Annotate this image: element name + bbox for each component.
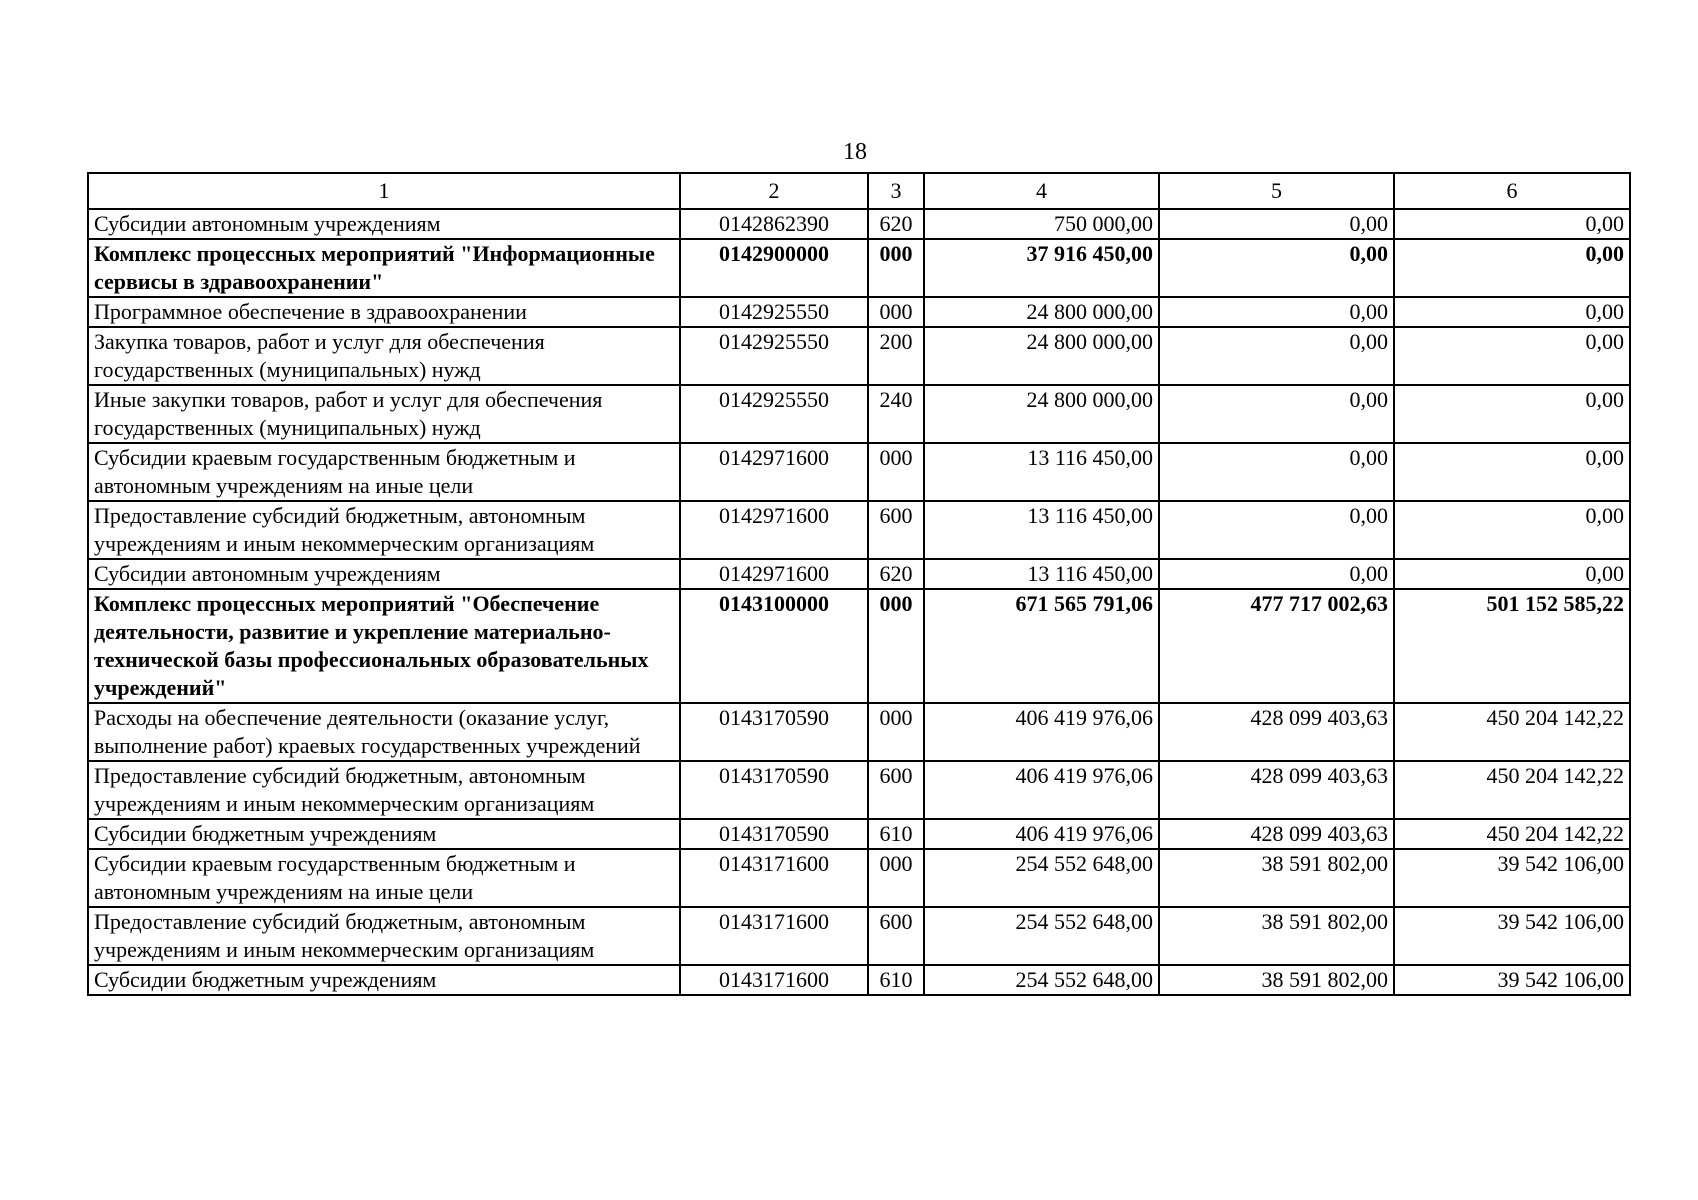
- row-value-cell-5: 0,00: [1159, 559, 1394, 589]
- row-value-cell-4: 13 116 450,00: [924, 501, 1159, 559]
- row-value-cell-6: 0,00: [1394, 239, 1630, 297]
- row-value-cell-4: 406 419 976,06: [924, 761, 1159, 819]
- row-name-cell: Субсидии автономным учреждениям: [88, 209, 680, 239]
- table-header-row: [88, 173, 1630, 209]
- table-row: [88, 239, 1630, 297]
- row-value-cell-5: 0,00: [1159, 209, 1394, 239]
- row-code-cell: 0142925550: [680, 385, 868, 443]
- row-type-cell: 610: [868, 819, 924, 849]
- row-value-cell-6: 39 542 106,00: [1394, 965, 1630, 995]
- row-value-cell-4: 406 419 976,06: [924, 703, 1159, 761]
- table-row: [88, 297, 1630, 327]
- row-type-cell: 610: [868, 965, 924, 995]
- row-code-cell: 0143171600: [680, 965, 868, 995]
- table-row: [88, 907, 1630, 965]
- row-value-cell-5: 428 099 403,63: [1159, 703, 1394, 761]
- row-name-cell: Предоставление субсидий бюджетным, автономным учреждениям и иным некоммерческим организациям: [88, 501, 680, 559]
- row-name-cell: Предоставление субсидий бюджетным, автономным учреждениям и иным некоммерческим организациям: [88, 761, 680, 819]
- row-code-cell: 0142971600: [680, 443, 868, 501]
- table-row: [88, 501, 1630, 559]
- budget-table: [87, 172, 1631, 996]
- row-type-cell: 000: [868, 849, 924, 907]
- column-header: 6: [1394, 173, 1630, 209]
- table-body: [88, 209, 1630, 995]
- row-name-cell: Субсидии бюджетным учреждениям: [88, 819, 680, 849]
- row-value-cell-4: 13 116 450,00: [924, 559, 1159, 589]
- row-value-cell-6: 501 152 585,22: [1394, 589, 1630, 703]
- table-row: [88, 703, 1630, 761]
- row-type-cell: 600: [868, 761, 924, 819]
- column-header: 5: [1159, 173, 1394, 209]
- row-code-cell: 0143171600: [680, 849, 868, 907]
- row-value-cell-4: 37 916 450,00: [924, 239, 1159, 297]
- row-code-cell: 0143171600: [680, 907, 868, 965]
- row-value-cell-6: 450 204 142,22: [1394, 819, 1630, 849]
- row-code-cell: 0142971600: [680, 501, 868, 559]
- row-value-cell-6: 450 204 142,22: [1394, 761, 1630, 819]
- table-row: [88, 761, 1630, 819]
- row-code-cell: 0142925550: [680, 327, 868, 385]
- row-value-cell-6: 0,00: [1394, 443, 1630, 501]
- row-value-cell-5: 0,00: [1159, 327, 1394, 385]
- row-value-cell-5: 428 099 403,63: [1159, 761, 1394, 819]
- column-header: 1: [88, 173, 680, 209]
- table-row: [88, 965, 1630, 995]
- row-value-cell-6: 0,00: [1394, 385, 1630, 443]
- row-value-cell-5: 0,00: [1159, 443, 1394, 501]
- row-type-cell: 240: [868, 385, 924, 443]
- row-name-cell: Программное обеспечение в здравоохранении: [88, 297, 680, 327]
- row-value-cell-4: 24 800 000,00: [924, 297, 1159, 327]
- row-value-cell-4: 750 000,00: [924, 209, 1159, 239]
- row-value-cell-5: 38 591 802,00: [1159, 849, 1394, 907]
- row-type-cell: 620: [868, 559, 924, 589]
- row-name-cell: Закупка товаров, работ и услуг для обеспечения государственных (муниципальных) нужд: [88, 327, 680, 385]
- table-row: [88, 209, 1630, 239]
- row-name-cell: Субсидии бюджетным учреждениям: [88, 965, 680, 995]
- row-value-cell-4: 13 116 450,00: [924, 443, 1159, 501]
- row-value-cell-5: 0,00: [1159, 501, 1394, 559]
- row-type-cell: 000: [868, 297, 924, 327]
- table-row: [88, 819, 1630, 849]
- row-value-cell-4: 406 419 976,06: [924, 819, 1159, 849]
- table-row: [88, 589, 1630, 703]
- row-type-cell: 000: [868, 589, 924, 703]
- row-value-cell-4: 24 800 000,00: [924, 385, 1159, 443]
- table-row: [88, 559, 1630, 589]
- row-name-cell: Комплекс процессных мероприятий "Информационные сервисы в здравоохранении": [88, 239, 680, 297]
- table-row: [88, 849, 1630, 907]
- row-value-cell-4: 671 565 791,06: [924, 589, 1159, 703]
- column-header: 4: [924, 173, 1159, 209]
- row-value-cell-5: 0,00: [1159, 239, 1394, 297]
- row-type-cell: 600: [868, 501, 924, 559]
- row-value-cell-6: 0,00: [1394, 297, 1630, 327]
- row-value-cell-5: 477 717 002,63: [1159, 589, 1394, 703]
- row-code-cell: 0143100000: [680, 589, 868, 703]
- column-header: 3: [868, 173, 924, 209]
- row-name-cell: Субсидии автономным учреждениям: [88, 559, 680, 589]
- row-value-cell-5: 0,00: [1159, 297, 1394, 327]
- row-value-cell-4: 254 552 648,00: [924, 907, 1159, 965]
- page-number: 18: [843, 139, 867, 165]
- row-name-cell: Комплекс процессных мероприятий "Обеспечение деятельности, развитие и укрепление материально-технической базы профессиональных образовательных учреждений": [88, 589, 680, 703]
- row-value-cell-4: 24 800 000,00: [924, 327, 1159, 385]
- row-type-cell: 000: [868, 443, 924, 501]
- row-value-cell-6: 39 542 106,00: [1394, 907, 1630, 965]
- row-value-cell-4: 254 552 648,00: [924, 849, 1159, 907]
- row-value-cell-5: 428 099 403,63: [1159, 819, 1394, 849]
- row-name-cell: Субсидии краевым государственным бюджетным и автономным учреждениям на иные цели: [88, 849, 680, 907]
- column-header: 2: [680, 173, 868, 209]
- row-value-cell-5: 0,00: [1159, 385, 1394, 443]
- table-row: [88, 385, 1630, 443]
- row-name-cell: Иные закупки товаров, работ и услуг для обеспечения государственных (муниципальных) нужд: [88, 385, 680, 443]
- row-name-cell: Предоставление субсидий бюджетным, автономным учреждениям и иным некоммерческим организациям: [88, 907, 680, 965]
- row-value-cell-6: 39 542 106,00: [1394, 849, 1630, 907]
- row-code-cell: 0143170590: [680, 761, 868, 819]
- row-name-cell: Субсидии краевым государственным бюджетным и автономным учреждениям на иные цели: [88, 443, 680, 501]
- row-code-cell: 0142900000: [680, 239, 868, 297]
- row-type-cell: 620: [868, 209, 924, 239]
- row-value-cell-6: 0,00: [1394, 559, 1630, 589]
- table-row: [88, 443, 1630, 501]
- row-value-cell-6: 0,00: [1394, 501, 1630, 559]
- row-value-cell-6: 450 204 142,22: [1394, 703, 1630, 761]
- row-code-cell: 0143170590: [680, 703, 868, 761]
- row-value-cell-6: 0,00: [1394, 327, 1630, 385]
- row-code-cell: 0143170590: [680, 819, 868, 849]
- row-value-cell-5: 38 591 802,00: [1159, 907, 1394, 965]
- row-type-cell: 000: [868, 239, 924, 297]
- row-value-cell-6: 0,00: [1394, 209, 1630, 239]
- row-code-cell: 0142971600: [680, 559, 868, 589]
- row-type-cell: 200: [868, 327, 924, 385]
- row-code-cell: 0142925550: [680, 297, 868, 327]
- row-name-cell: Расходы на обеспечение деятельности (оказание услуг, выполнение работ) краевых государственных учреждений: [88, 703, 680, 761]
- row-value-cell-5: 38 591 802,00: [1159, 965, 1394, 995]
- row-code-cell: 0142862390: [680, 209, 868, 239]
- row-type-cell: 600: [868, 907, 924, 965]
- row-type-cell: 000: [868, 703, 924, 761]
- row-value-cell-4: 254 552 648,00: [924, 965, 1159, 995]
- table-row: [88, 327, 1630, 385]
